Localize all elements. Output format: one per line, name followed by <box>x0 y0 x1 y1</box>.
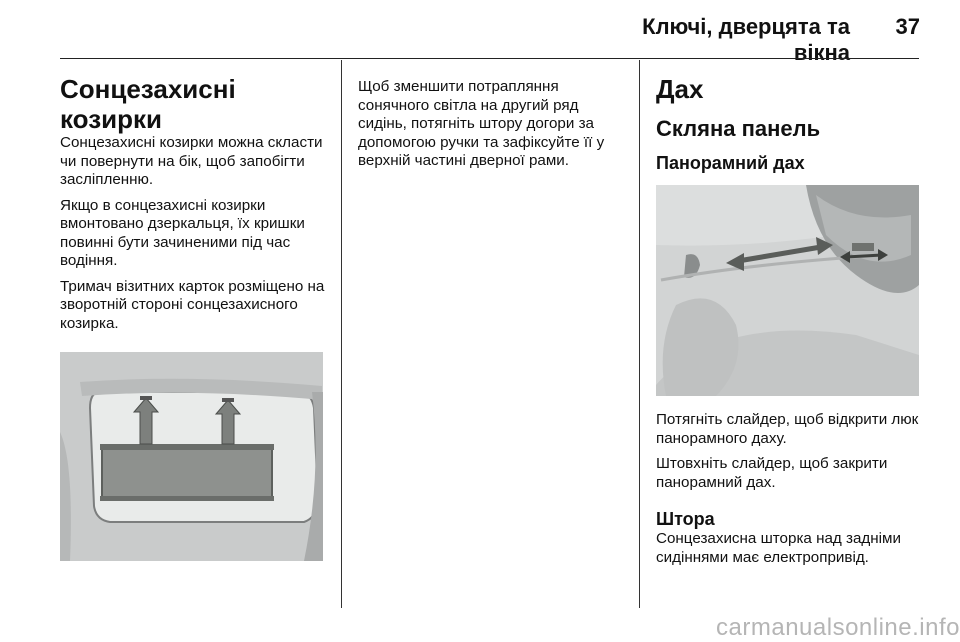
roller-blind-illustration <box>60 352 323 561</box>
column-3-lower <box>656 411 926 567</box>
paragraph-open-roof: Потягніть слайдер, щоб відкрити люк панорамного даху. <box>656 411 919 447</box>
subsection-heading-glass-panel: Скляна панель <box>656 116 821 141</box>
subsection-heading-shade: Штора <box>656 509 715 529</box>
column-divider-1 <box>341 60 342 608</box>
subsection-heading-panoramic-roof: Панорамний дах <box>656 153 805 173</box>
panoramic-roof-drawing <box>656 185 919 396</box>
watermark-text: carmanualsonline.info <box>716 614 960 641</box>
roller-blind-drawing <box>60 352 323 561</box>
paragraph-close-roof: Штовхніть слайдер, щоб закрити панорамний дах. <box>656 455 888 491</box>
paragraph-electric-shade: Сонцезахисна шторка над задніми сидіннями має електропривід. <box>656 530 901 566</box>
column-3 <box>656 74 926 174</box>
paragraph-card-holder: Тримач візитних карток розміщено на зворотній стороні сонцезахисного козирка. <box>60 277 325 332</box>
column-2 <box>358 78 630 171</box>
page-number: 37 <box>895 14 920 39</box>
paragraph-sun-visors-fold: Сонцезахисні козирки можна скласти чи повернути на бік, щоб запобігти засліпленню. <box>60 134 323 188</box>
panoramic-roof-illustration <box>656 185 919 396</box>
section-heading-roof: Дах <box>656 74 704 104</box>
column-1 <box>60 74 332 386</box>
paragraph-roller-blind-instructions: Щоб зменшити потрапляння сонячного світла на другий ряд сидінь, потягніть штору догори за допомогою ручки та зафіксуйте її у верхній частині дверної рами. <box>358 78 605 169</box>
section-heading-sun-visors: Сонцезахисні козирки <box>60 74 236 134</box>
paragraph-vanity-mirrors: Якщо в сонцезахисні козирки вмонтовано дзеркальця, їх кришки повинні бути зачиненими під час водіння. <box>60 196 305 269</box>
header-divider <box>60 58 919 59</box>
column-divider-2 <box>639 60 640 608</box>
page-header-title: Ключі, дверцята та вікна <box>642 14 850 65</box>
